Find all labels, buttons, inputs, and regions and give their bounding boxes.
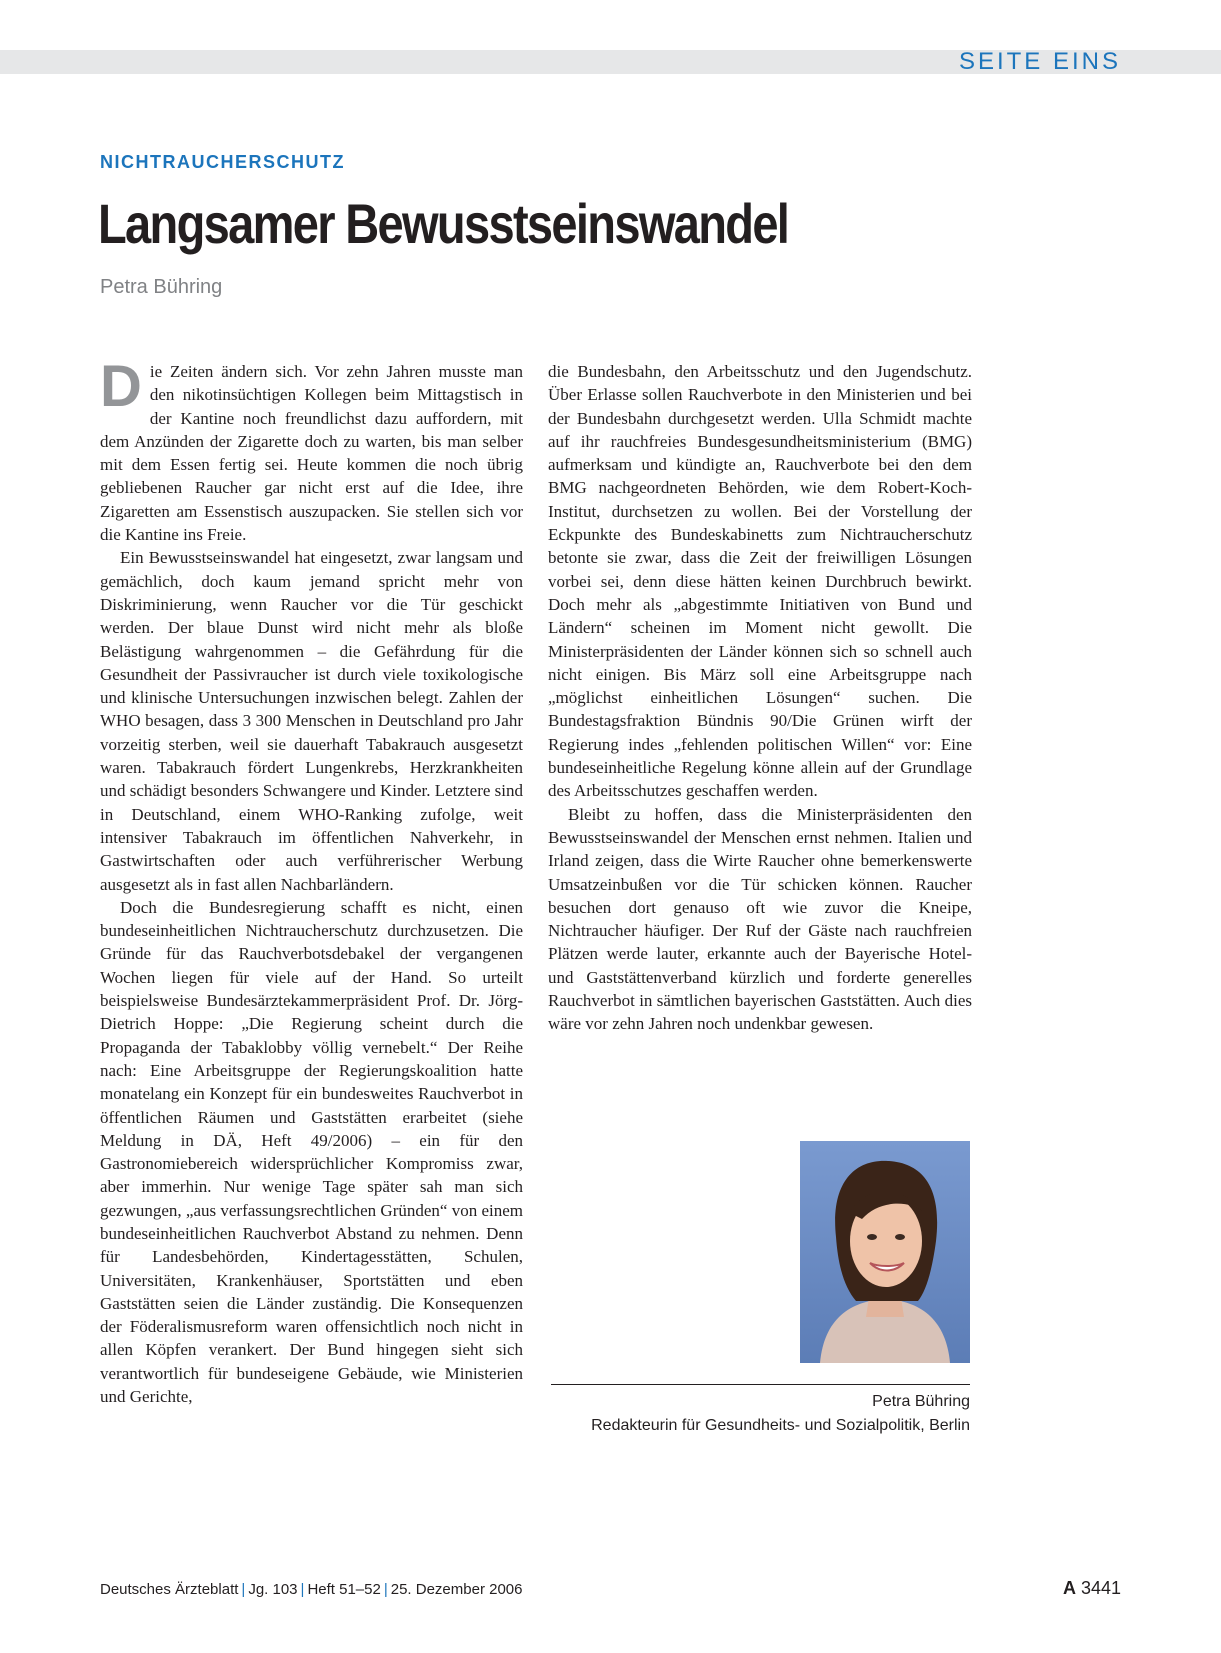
- article-paragraph: Bleibt zu hoffen, dass die Ministerpräsidenten den Bewusstseinswandel der Menschen ernst nehmen. Italien und Irland zeigen, dass die Wirte Raucher ohne bemerkenswerte Umsatzeinbußen vor die Tür schicken können. Raucher besuchen dort genauso oft wie zuvor die Kneipe, Nichtraucher häufiger. Der Ruf der Gäste nach rauchfreien Plätzen werde lauter, erkannte auch der Bayerische Hotel- und Gaststättenverband kürzlich und forderte generelles Rauchverbot in sämtlichen bayerischen Gaststätten. Auch dies wäre vor zehn Jahren noch undenkbar gewesen.: [548, 804, 972, 1034]
- article-author: Petra Bühring: [100, 276, 223, 298]
- section-label: SEITE EINS: [958, 48, 1121, 75]
- caption-divider: [551, 1384, 970, 1385]
- photo-caption: [591, 1390, 970, 1438]
- page-number: [1063, 1578, 1121, 1599]
- caption-role: Redakteurin für Gesundheits- und Sozialpolitik, Berlin: [591, 1417, 970, 1434]
- page-number-value: 3441: [1080, 1578, 1121, 1598]
- portrait-image: [800, 1141, 970, 1363]
- article-paragraph: [100, 354, 523, 546]
- footer-citation: [100, 1581, 522, 1598]
- footer-journal: Deutsches Ärzteblatt: [100, 1581, 239, 1598]
- page-prefix: A: [1062, 1578, 1076, 1598]
- footer-separator: |: [383, 1581, 388, 1598]
- article-paragraph: Doch die Bundesregierung schafft es nicht, einen bundeseinheitlichen Nichtraucherschutz durchzusetzen. Die Gründe für das Rauchverbotsdebakel der vergangenen Wochen liegen für viele auf der Hand. So urteilt beispielsweise Bundesärztekammerpräsident Prof. Dr. Jörg-Dietrich Hoppe: „Die Regierung scheint durch die Propaganda der Tabaklobby völlig vernebelt.“ Der Reihe nach: Eine Arbeitsgruppe der Regierungskoalition hatte monatelang ein Konzept für ein bundesweites Rauchverbot in öffentlichen Räumen und Gaststätten erarbeitet (siehe Meldung in DÄ, Heft 49/2006) – ein für den Gastronomiebereich widersprüchlicher Kompromiss zwar, aber immerhin. Nur wenige Tage später sah man sich gezwungen, „aus verfassungsrechtlichen Gründen“ von einem bundeseinheitlichen Rauchverbot Abstand zu nehmen. Denn für Landesbehörden, Kindertagesstätten, Schulen, Universitäten, Krankenhäuser, Sportstätten und eben Gaststätten seien die Länder zuständig. Die Konsequenzen der Föderalismusreform waren offensichtlich noch nicht in allen Köpfen verankert. Der Bund hingegen sieht sich verantwortlich für bundeseigene Gebäude, wie Ministerien und Gerichte,: [100, 897, 523, 1407]
- article-column-right: [548, 360, 972, 1036]
- drop-cap: D: [100, 354, 142, 419]
- caption-name: Petra Bühring: [872, 1393, 970, 1410]
- paragraph-text: ie Zeiten ändern sich. Vor zehn Jahren musste man den nikotinsüchtigen Kollegen beim Mittagstisch in der Kantine noch freundlichst dazu auffordern, mit dem Anzünden der Zigarette doch zu warten, bis man selber mit dem Essen fertig sei. Heute kommen die noch übrig gebliebenen Raucher gar nicht erst auf die Idee, ihre Zigaretten am Essenstisch auszupacken. Sie stellen sich vor die Kantine ins Freie.: [100, 362, 523, 545]
- article-paragraph: Ein Bewusstseinswandel hat eingesetzt, zwar langsam und gemächlich, doch kaum jemand spricht mehr von Diskriminierung, wenn Raucher vor die Tür geschickt werden. Der blaue Dunst wird nicht mehr als bloße Belästigung wahrgenommen – die Gefährdung für die Gesundheit der Passivraucher ist durch viele toxikologische und klinische Untersuchungen inzwischen belegt. Zahlen der WHO besagen, dass 3 300 Menschen in Deutschland pro Jahr vorzeitig sterben, weil sie dauerhaft Tabakrauch ausgesetzt waren. Tabakrauch fördert Lungenkrebs, Herzkrankheiten und schädigt besonders Schwangere und Kinder. Letztere sind in Deutschland, einem WHO-Ranking zufolge, weit intensiver Tabakrauch im öffentlichen Nahverkehr, in Gastwirtschaften oder auch verführerischer Werbung ausgesetzt als in fast allen Nachbarländern.: [100, 548, 523, 894]
- article-title: Langsamer Bewusstseinswandel: [98, 192, 789, 255]
- footer-volume: Jg. 103: [248, 1581, 298, 1598]
- article-paragraph: die Bundesbahn, den Arbeitsschutz und den Jugendschutz. Über Erlasse sollen Rauchverbote in den Ministerien und bei der Bundesbahn durchgesetzt werden. Ulla Schmidt machte auf ihr rauchfreies Bundesgesundheitsministerium (BMG) aufmerksam und kündigte an, Rauchverbote bei den dem BMG nachgeordneten Behörden, wie dem Robert-Koch-Institut, durchsetzen zu wollen. Bei der Vorstellung der Eckpunkte des Bundeskabinetts zum Nichtraucherschutz betonte sie zwar, dass die Zeit der freiwilligen Lösungen vorbei sei, denn diese hätten keinen Durchbruch bewirkt. Doch mehr als „abgestimmte Initiativen von Bund und Ländern“ scheinen im Moment nicht gewollt. Die Ministerpräsidenten der Länder können sich so schnell auch nicht einigen. Bis März soll eine Arbeitsgruppe nach „möglichst einheitlichen Lösungen“ suchen. Die Bundestagsfraktion Bündnis 90/Die Grünen wirft der Regierung indes „fehlenden politischen Willen“ vor: Eine bundeseinheitliche Regelung könne allein auf der Grundlage des Arbeitsschutzes geschaffen werden.: [548, 362, 972, 801]
- footer-separator: |: [300, 1581, 305, 1598]
- footer-date: 25. Dezember 2006: [390, 1581, 523, 1598]
- author-photo: [800, 1141, 970, 1363]
- article-kicker: NICHTRAUCHERSCHUTZ: [100, 152, 345, 172]
- footer-issue: Heft 51–52: [307, 1581, 381, 1598]
- article-column-left: [100, 354, 523, 1408]
- footer-separator: |: [241, 1581, 246, 1598]
